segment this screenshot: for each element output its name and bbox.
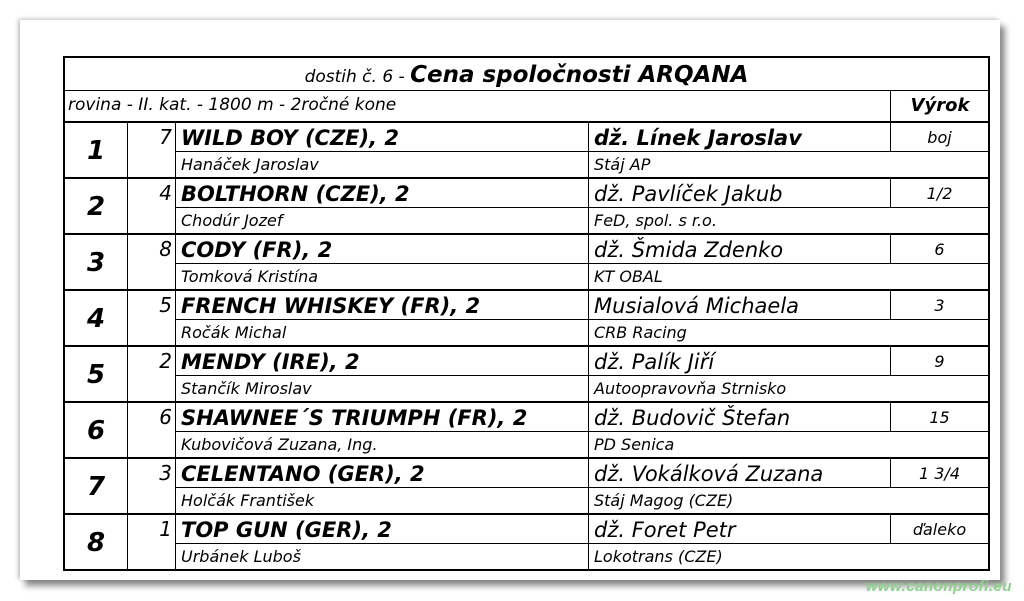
entry-row	[65, 291, 988, 347]
odds-header: Výrok	[890, 91, 989, 121]
horse-number: 1	[128, 515, 176, 571]
trainer-name: Chodúr Jozef	[176, 208, 589, 233]
horse-name: BOLTHORN (CZE), 2	[176, 179, 589, 208]
horse-name: CODY (FR), 2	[176, 235, 589, 264]
entry-row	[65, 347, 988, 403]
entry-row	[65, 179, 988, 235]
owner-name: PD Senica	[594, 435, 675, 454]
owner-name: Lokotrans (CZE)	[594, 547, 723, 566]
race-number: dostih č. 6 -	[304, 67, 411, 87]
trainer-name: Kubovičová Zuzana, Ing.	[176, 432, 589, 457]
jockey-name: dž. Šmida Zdenko	[589, 235, 891, 264]
finish-place: 1	[65, 123, 128, 177]
entry-row	[65, 459, 988, 515]
trainer-name: Hanáček Jaroslav	[176, 152, 589, 177]
horse-name: CELENTANO (GER), 2	[176, 459, 589, 488]
finish-place: 7	[65, 459, 128, 513]
race-title	[65, 58, 988, 91]
entry-row	[65, 515, 988, 571]
odds-value: 1 3/4	[891, 459, 988, 488]
results-sheet	[20, 20, 1000, 580]
jockey-name: Musialová Michaela	[589, 291, 891, 320]
horse-name: FRENCH WHISKEY (FR), 2	[176, 291, 589, 320]
jockey-name: dž. Línek Jaroslav	[589, 123, 891, 152]
finish-place: 5	[65, 347, 128, 401]
horse-number: 4	[128, 179, 176, 233]
owner-name: Autoopravovňa Strnisko	[594, 379, 787, 398]
odds-value: boj	[891, 123, 988, 152]
owner-name: FeD, spol. s r.o.	[594, 211, 717, 230]
horse-number: 7	[128, 123, 176, 177]
race-name: Cena spoločnosti ARQANA	[410, 62, 749, 88]
horse-number: 3	[128, 459, 176, 513]
horse-name: TOP GUN (GER), 2	[176, 515, 589, 544]
odds-value: 6	[891, 235, 988, 264]
horse-name: MENDY (IRE), 2	[176, 347, 589, 376]
owner-name: Stáj AP	[594, 155, 651, 174]
jockey-name: dž. Budovič Štefan	[589, 403, 891, 432]
horse-number: 5	[128, 291, 176, 345]
finish-place: 3	[65, 235, 128, 289]
odds-value: 3	[891, 291, 988, 320]
horse-name: WILD BOY (CZE), 2	[176, 123, 589, 152]
finish-place: 8	[65, 515, 128, 571]
entry-row	[65, 235, 988, 291]
odds-value: 15	[891, 403, 988, 432]
entry-row	[65, 123, 988, 179]
finish-place: 4	[65, 291, 128, 345]
finish-place: 6	[65, 403, 128, 457]
watermark-text: www.canonprofi.eu	[865, 578, 1012, 595]
race-conditions-row	[65, 91, 988, 123]
owner-name: KT OBAL	[594, 267, 663, 286]
owner-name: CRB Racing	[594, 323, 687, 342]
odds-value: 1/2	[891, 179, 988, 208]
horse-number: 6	[128, 403, 176, 457]
jockey-name: dž. Foret Petr	[589, 515, 891, 544]
trainer-name: Holčák František	[176, 488, 589, 513]
horse-number: 8	[128, 235, 176, 289]
odds-value: ďaleko	[891, 515, 988, 544]
trainer-name: Ročák Michal	[176, 320, 589, 345]
race-conditions: rovina - II. kat. - 1800 m - 2ročné kone	[68, 95, 397, 115]
jockey-name: dž. Pavlíček Jakub	[589, 179, 891, 208]
odds-value: 9	[891, 347, 988, 376]
trainer-name: Tomková Kristína	[176, 264, 589, 289]
entry-row	[65, 403, 988, 459]
trainer-name: Stančík Miroslav	[176, 376, 589, 401]
horse-number: 2	[128, 347, 176, 401]
horse-name: SHAWNEE´S TRIUMPH (FR), 2	[176, 403, 589, 432]
jockey-name: dž. Vokálková Zuzana	[589, 459, 891, 488]
jockey-name: dž. Palík Jiří	[589, 347, 891, 376]
results-table	[63, 56, 990, 571]
trainer-name: Urbánek Luboš	[176, 544, 589, 569]
finish-place: 2	[65, 179, 128, 233]
owner-name: Stáj Magog (CZE)	[594, 491, 734, 510]
